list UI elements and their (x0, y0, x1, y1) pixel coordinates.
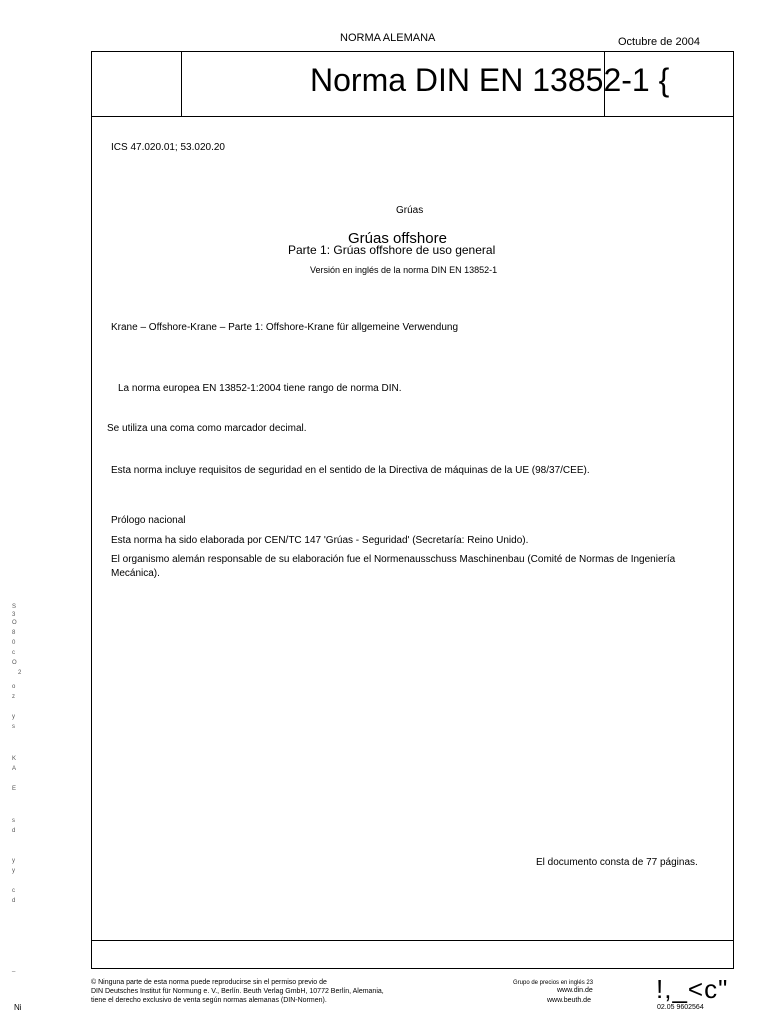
european-norm-statement: La norma europea EN 13852-1:2004 tiene rango de norma DIN. (118, 383, 402, 394)
safety-requirements-note: Esta norma incluye requisitos de seguridad en el sentido de la Directiva de máquinas de la UE (98/37/CEE). (111, 465, 590, 476)
document-title: Norma DIN EN 13852-1 { (310, 62, 670, 98)
copyright-line-3: tiene el derecho exclusivo de venta según normas alemanas (DIN-Normen). (91, 997, 327, 1004)
svg-text:O: O (12, 660, 17, 666)
svg-text:o: o (12, 684, 16, 690)
svg-text:y: y (12, 714, 15, 720)
copyright-notice (91, 978, 384, 1005)
beuth-website: www.beuth.de (547, 997, 591, 1004)
svg-text:c: c (12, 888, 15, 894)
svg-text:s: s (12, 724, 15, 730)
svg-text:0: 0 (12, 640, 16, 646)
footer-divider (91, 940, 734, 941)
svg-text:y: y (12, 858, 15, 864)
margin-watermark-glyphs (8, 600, 30, 1000)
copyright-line-2: DIN Deutsches Institut für Normung e. V., Berlín. Beuth Verlag GmbH, 10772 Berlín, Alemania, (91, 988, 384, 995)
german-title: Krane – Offshore-Krane – Parte 1: Offshore-Krane für allgemeine Verwendung (111, 322, 459, 333)
ics-codes: ICS 47.020.01; 53.020.20 (111, 142, 225, 153)
svg-text:s: s (12, 818, 15, 824)
main-title: Grúas offshore (348, 230, 447, 247)
prologue-paragraph-2: El organismo alemán responsable de su elaboración fue el Normenausschuss Maschinenbau (Comité de Normas de Ingeniería Mecánica). (111, 554, 676, 579)
title-cell-divider-left (181, 51, 182, 117)
svg-text:8: 8 (12, 630, 16, 636)
svg-text:d: d (12, 898, 16, 904)
document-code: 02.05 9602564 (657, 1004, 704, 1011)
svg-text:A: A (12, 766, 17, 772)
prologue-paragraph-1: Esta norma ha sido elaborada por CEN/TC 147 'Grúas - Seguridad' (Secretaría: Reino Unido). (111, 535, 529, 546)
decimal-marker-note: Se utiliza una coma como marcador decimal. (107, 423, 307, 434)
svg-text:z: z (12, 694, 15, 700)
title-row-divider (91, 116, 734, 117)
din-website: www.din.de (557, 987, 593, 994)
publisher-mark: !,_<c" (656, 974, 729, 1004)
prologue-heading: Prólogo nacional (111, 515, 186, 526)
svg-text:E: E (12, 786, 17, 792)
svg-text:c: c (12, 650, 15, 656)
price-group: Grupo de precios en inglés 23 (513, 980, 594, 986)
svg-text:y: y (12, 868, 15, 874)
version-note: Versión en inglés de la norma DIN EN 13852-1 (310, 265, 498, 275)
margin-watermark (8, 600, 30, 1020)
page-frame (91, 51, 734, 969)
margin-mark: Ni (14, 1003, 22, 1012)
svg-text:3: 3 (12, 612, 16, 618)
publication-date: Octubre de 2004 (618, 36, 700, 48)
subject-heading: Grúas (396, 205, 424, 216)
part-title: Parte 1: Grúas offshore de uso general (288, 243, 496, 257)
svg-text:d: d (12, 828, 16, 834)
page-count: El documento consta de 77 páginas. (536, 857, 698, 868)
svg-text:_: _ (12, 966, 16, 972)
svg-text:K: K (12, 756, 17, 762)
svg-text:S: S (12, 604, 17, 610)
svg-text:O: O (12, 620, 17, 626)
norm-label: NORMA ALEMANA (340, 32, 436, 44)
copyright-line-1: © Ninguna parte de esta norma puede reproducirse sin el permiso previo de (91, 979, 327, 986)
svg-text:2: 2 (18, 670, 22, 676)
